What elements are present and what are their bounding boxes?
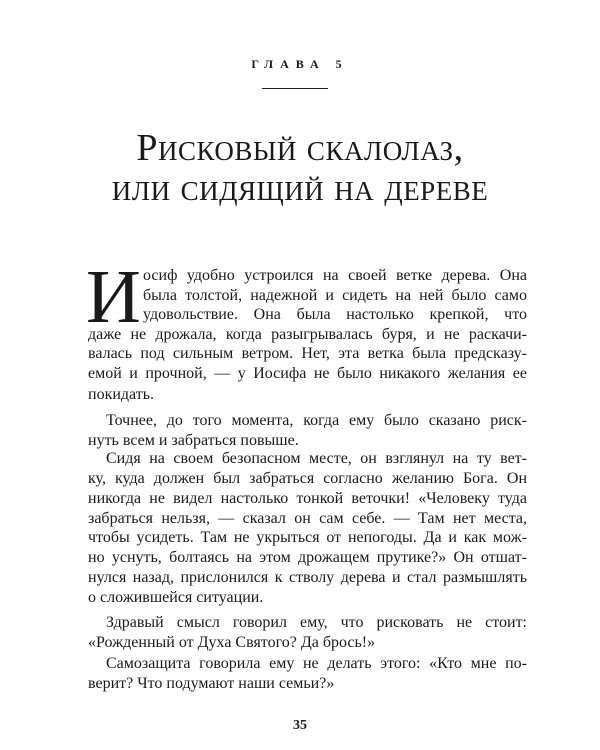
text-line: удовольствие. Она была настолько крепкой, что (143, 306, 527, 323)
text-line: верит? Что подумают наши семьи?» (88, 675, 335, 692)
text-line: даже не дрожала, когда разыгрывалась буря, и не раскачи- (88, 326, 527, 343)
text-line: никогда не видел настолько тонкой веточки! «Человеку туда (88, 490, 527, 507)
text-line: емой и прочной, — у Иосифа не было никакого желания ее (88, 365, 527, 382)
text-line: покидать. (88, 386, 155, 403)
text-line: но уснуть, болтаясь на этом дрожащем прутике?» Он отшат- (88, 549, 527, 566)
page-number: 35 (293, 718, 307, 733)
text-line: ку, куда должен был забраться согласно желанию Бога. Он (88, 470, 527, 487)
text-line: была толстой, надежной и сидеть на ней было само (143, 287, 527, 304)
text-line: осиф удобно устроился на своей ветке дерева. Она (143, 267, 527, 284)
chapter-title-line-1: Рисковый скалолаз, (136, 127, 464, 169)
text-line: Сидя на своем безопасном месте, он взглянул на ту вет- (106, 450, 527, 467)
text-line: чтобы усидеть. Там не укрыться от непогоды. Да и как мож- (88, 529, 527, 546)
text-line: забраться нельзя, — сказал он сам себе. — Там нет места, (88, 510, 527, 527)
text-line: «Рожденный от Духа Святого? Да брось!» (88, 634, 376, 651)
text-line: нулся назад, прислонился к стволу дерева и стал размышлять (88, 569, 527, 586)
chapter-label: ГЛАВА 5 (251, 57, 349, 71)
text-line: нуть всем и забраться повыше. (88, 432, 299, 449)
text-line: Самозащита говорила ему не делать этого: «Кто мне по- (106, 655, 527, 672)
text-line: валась под сильным ветром. Нет, эта ветка была предсказу- (88, 345, 527, 362)
chapter-divider (262, 88, 328, 89)
text-line: Здравый смысл говорил ему, что рисковать не стоит: (106, 614, 527, 631)
drop-cap: И (86, 255, 141, 339)
text-line: Точнее, до того момента, когда ему было сказано риск- (106, 412, 527, 429)
chapter-title-line-2: или сидящий на дереве (111, 167, 489, 209)
text-line: о сложившейся ситуации. (88, 589, 264, 606)
